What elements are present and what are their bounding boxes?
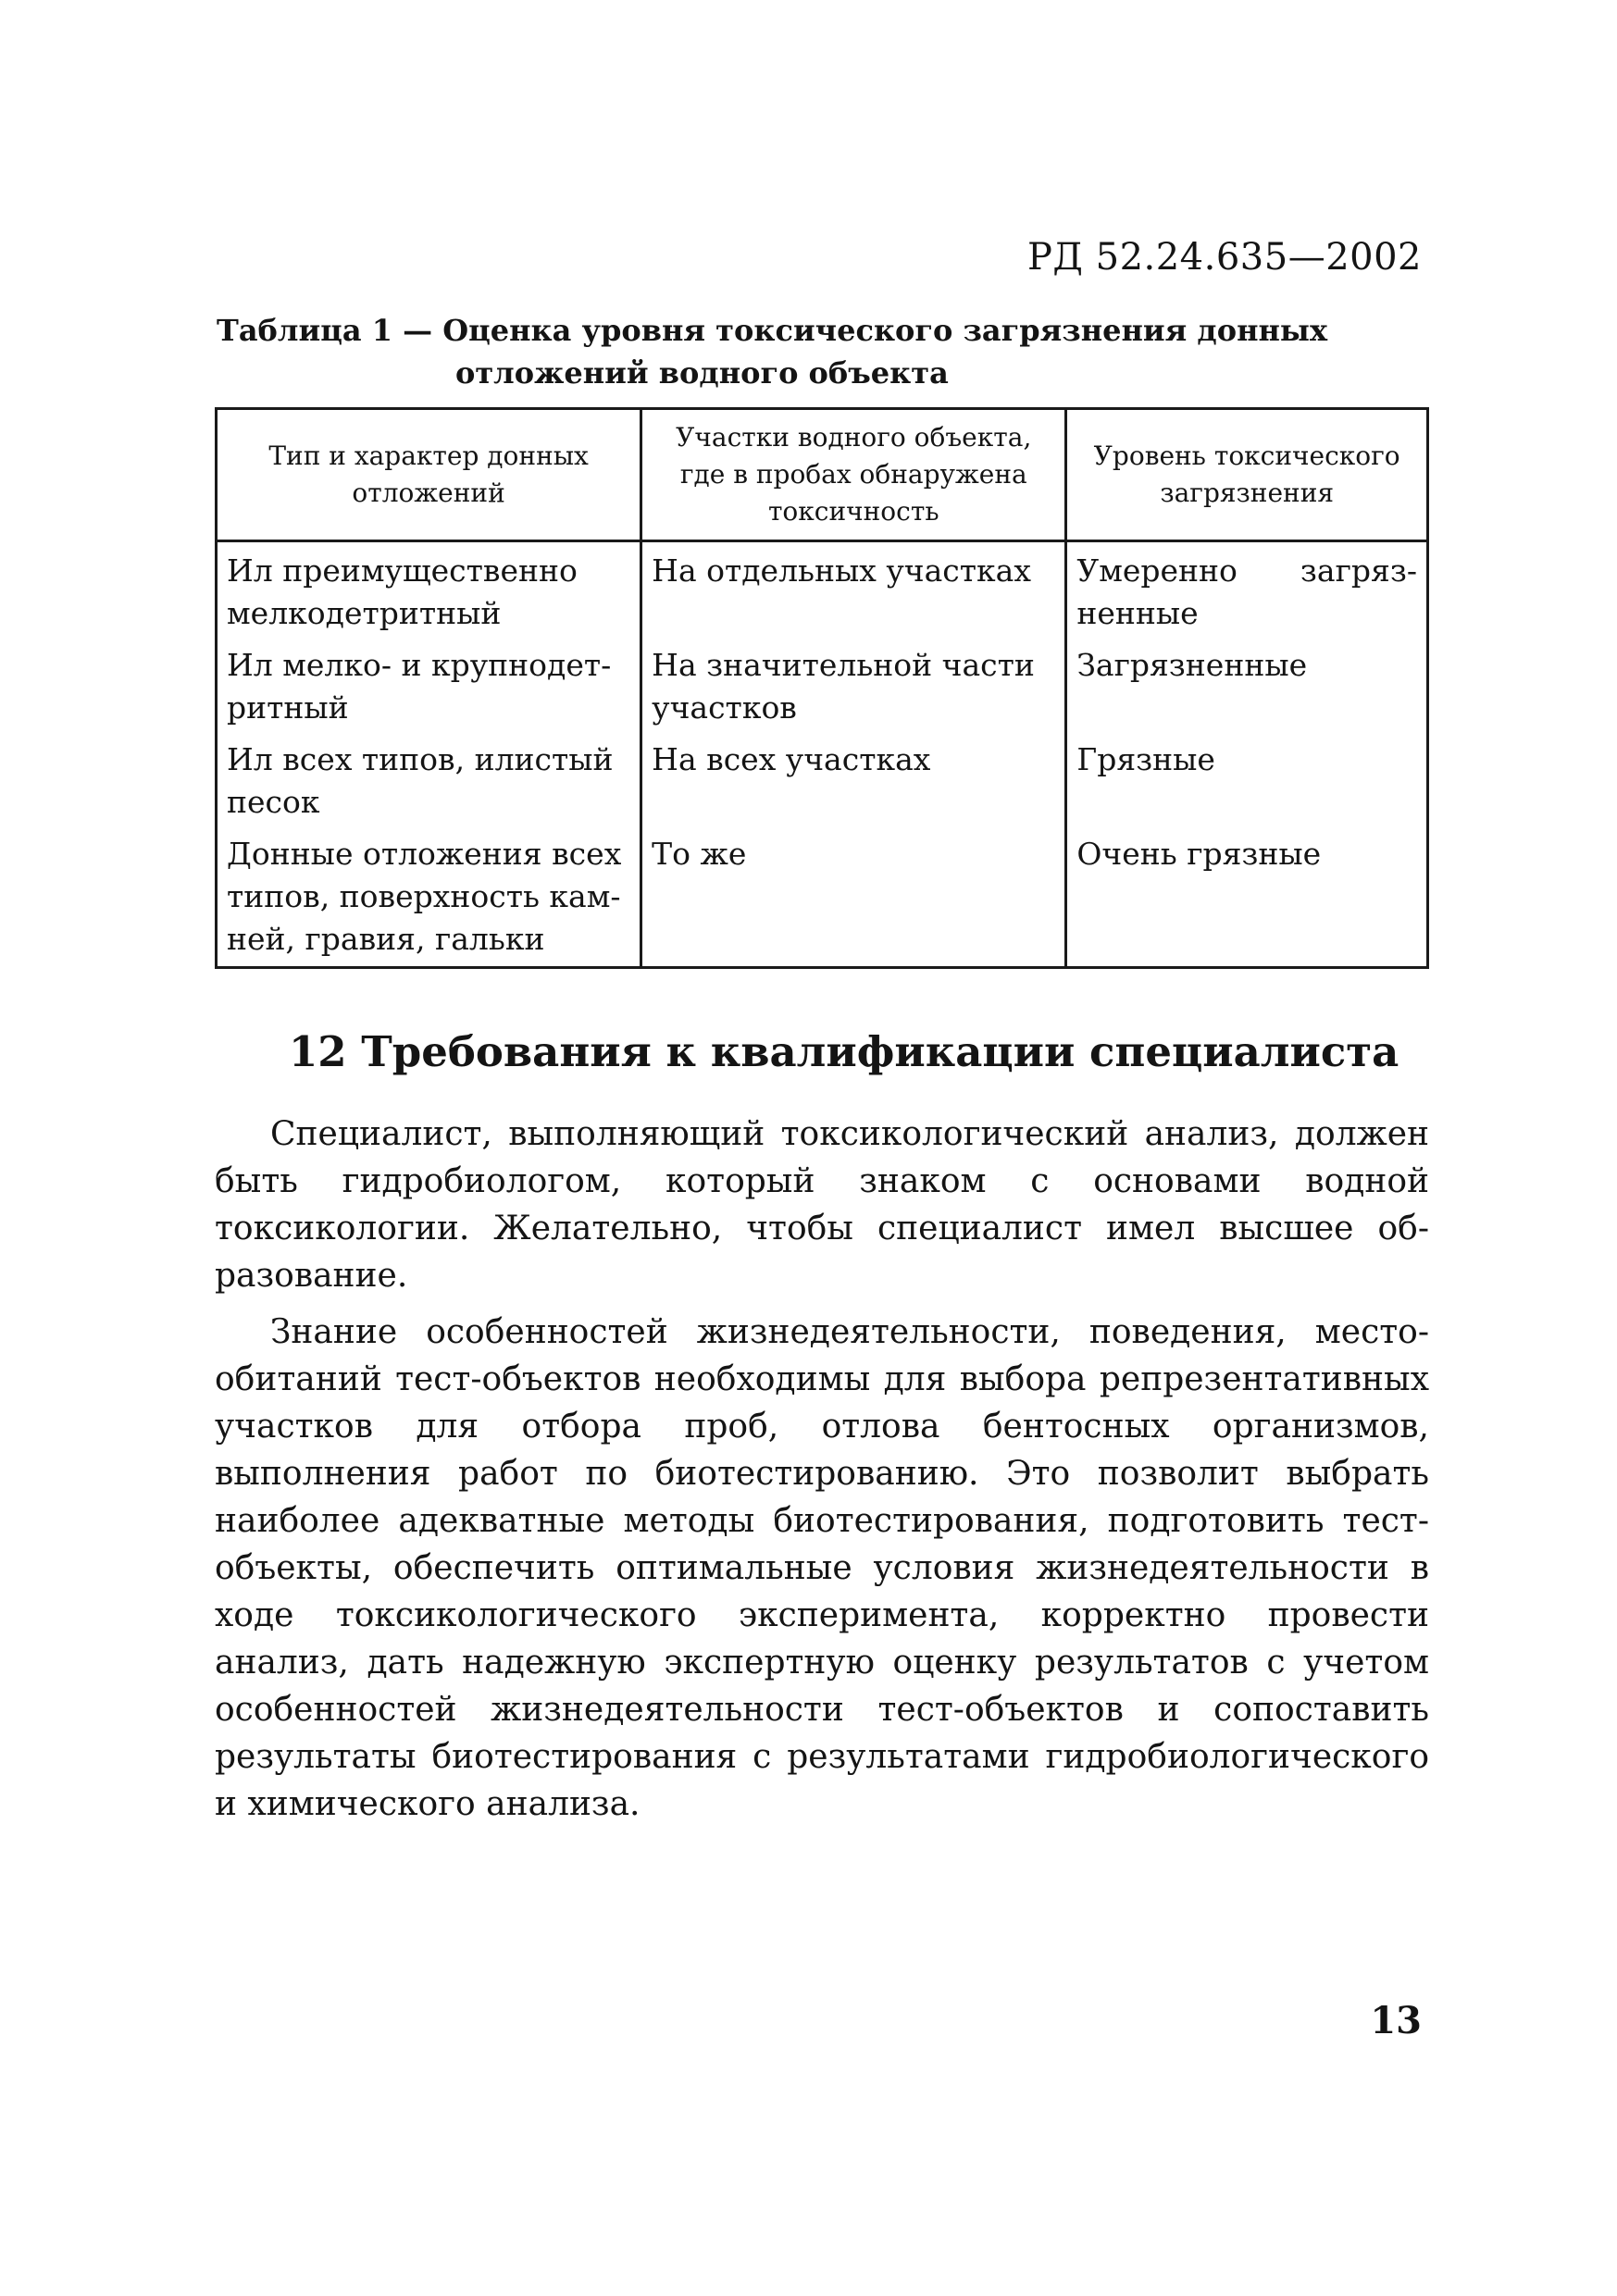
table-row xyxy=(217,833,1428,968)
table-cell: Донные отложения всех типов, поверхность камней, гравия, гальки xyxy=(217,833,641,968)
section-body xyxy=(215,1111,1429,1828)
paragraph: Специалист, выполняющий токсикологический анализ, должен быть гидробиологом, который знаком с основами водной токсикологии. Желательно, чтобы специалист имел высшее образование. xyxy=(215,1115,1429,1295)
table-cell: На значительной части участков xyxy=(641,644,1066,738)
paragraph: Знание особенностей жизнедеятельности, поведения, местообитаний тест-объектов необходимы для выбора репрезентативных участков для отбора проб, отлова бентосных организмов, выполнения работ по биотестированию. Это позволит выбрать наиболее адекватные методы биотестирования, подготовить тест-объекты, обеспечить оптимальные условия жизнедеятельности в ходе токсикологического эксперимента, корректно провести анализ, дать надежную экспертную оценку результатов с учетом особенностей жизнедеятельности тест-объектов и сопоставить результаты биотестирования с результатами гидробиологического и химического анализа. xyxy=(215,1313,1429,1823)
table-caption xyxy=(217,309,1429,394)
toxicity-table xyxy=(215,407,1429,969)
table-row xyxy=(217,738,1428,833)
table-cell: Ил мелко- и крупнодетритный xyxy=(217,644,641,738)
table-cell: То же xyxy=(641,833,1066,968)
table-caption-line-2: отложений водного объекта xyxy=(455,355,949,391)
table-caption-line-1: Таблица 1 — Оценка уровня токсического загрязнения донных xyxy=(217,313,1328,348)
table-cell: Грязные xyxy=(1066,738,1428,833)
table-cell: На отдельных участках xyxy=(641,541,1066,645)
table-cell: На всех участках xyxy=(641,738,1066,833)
table-cell: Ил преимущественно мелкодетритный xyxy=(217,541,641,645)
table-cell: Загрязненные xyxy=(1066,644,1428,738)
table-cell: Ил всех типов, илистый песок xyxy=(217,738,641,833)
table-header-row xyxy=(217,409,1428,541)
column-header-pollution-level: Уровень токсического загрязнения xyxy=(1066,409,1428,541)
section-heading: 12 Требования к квалификации специалиста xyxy=(289,1027,1399,1076)
table-cell: Очень грязные xyxy=(1066,833,1428,968)
page-number: 13 xyxy=(1370,1999,1422,2042)
table-row xyxy=(217,541,1428,645)
table-cell: Умеренно загрязненные xyxy=(1066,541,1428,645)
table-row xyxy=(217,644,1428,738)
column-header-water-areas: Участки водного объекта, где в пробах обнаружена токсичность xyxy=(641,409,1066,541)
column-header-sediment-type: Тип и характер донных отложений xyxy=(217,409,641,541)
document-code: РД 52.24.635—2002 xyxy=(1026,236,1422,279)
